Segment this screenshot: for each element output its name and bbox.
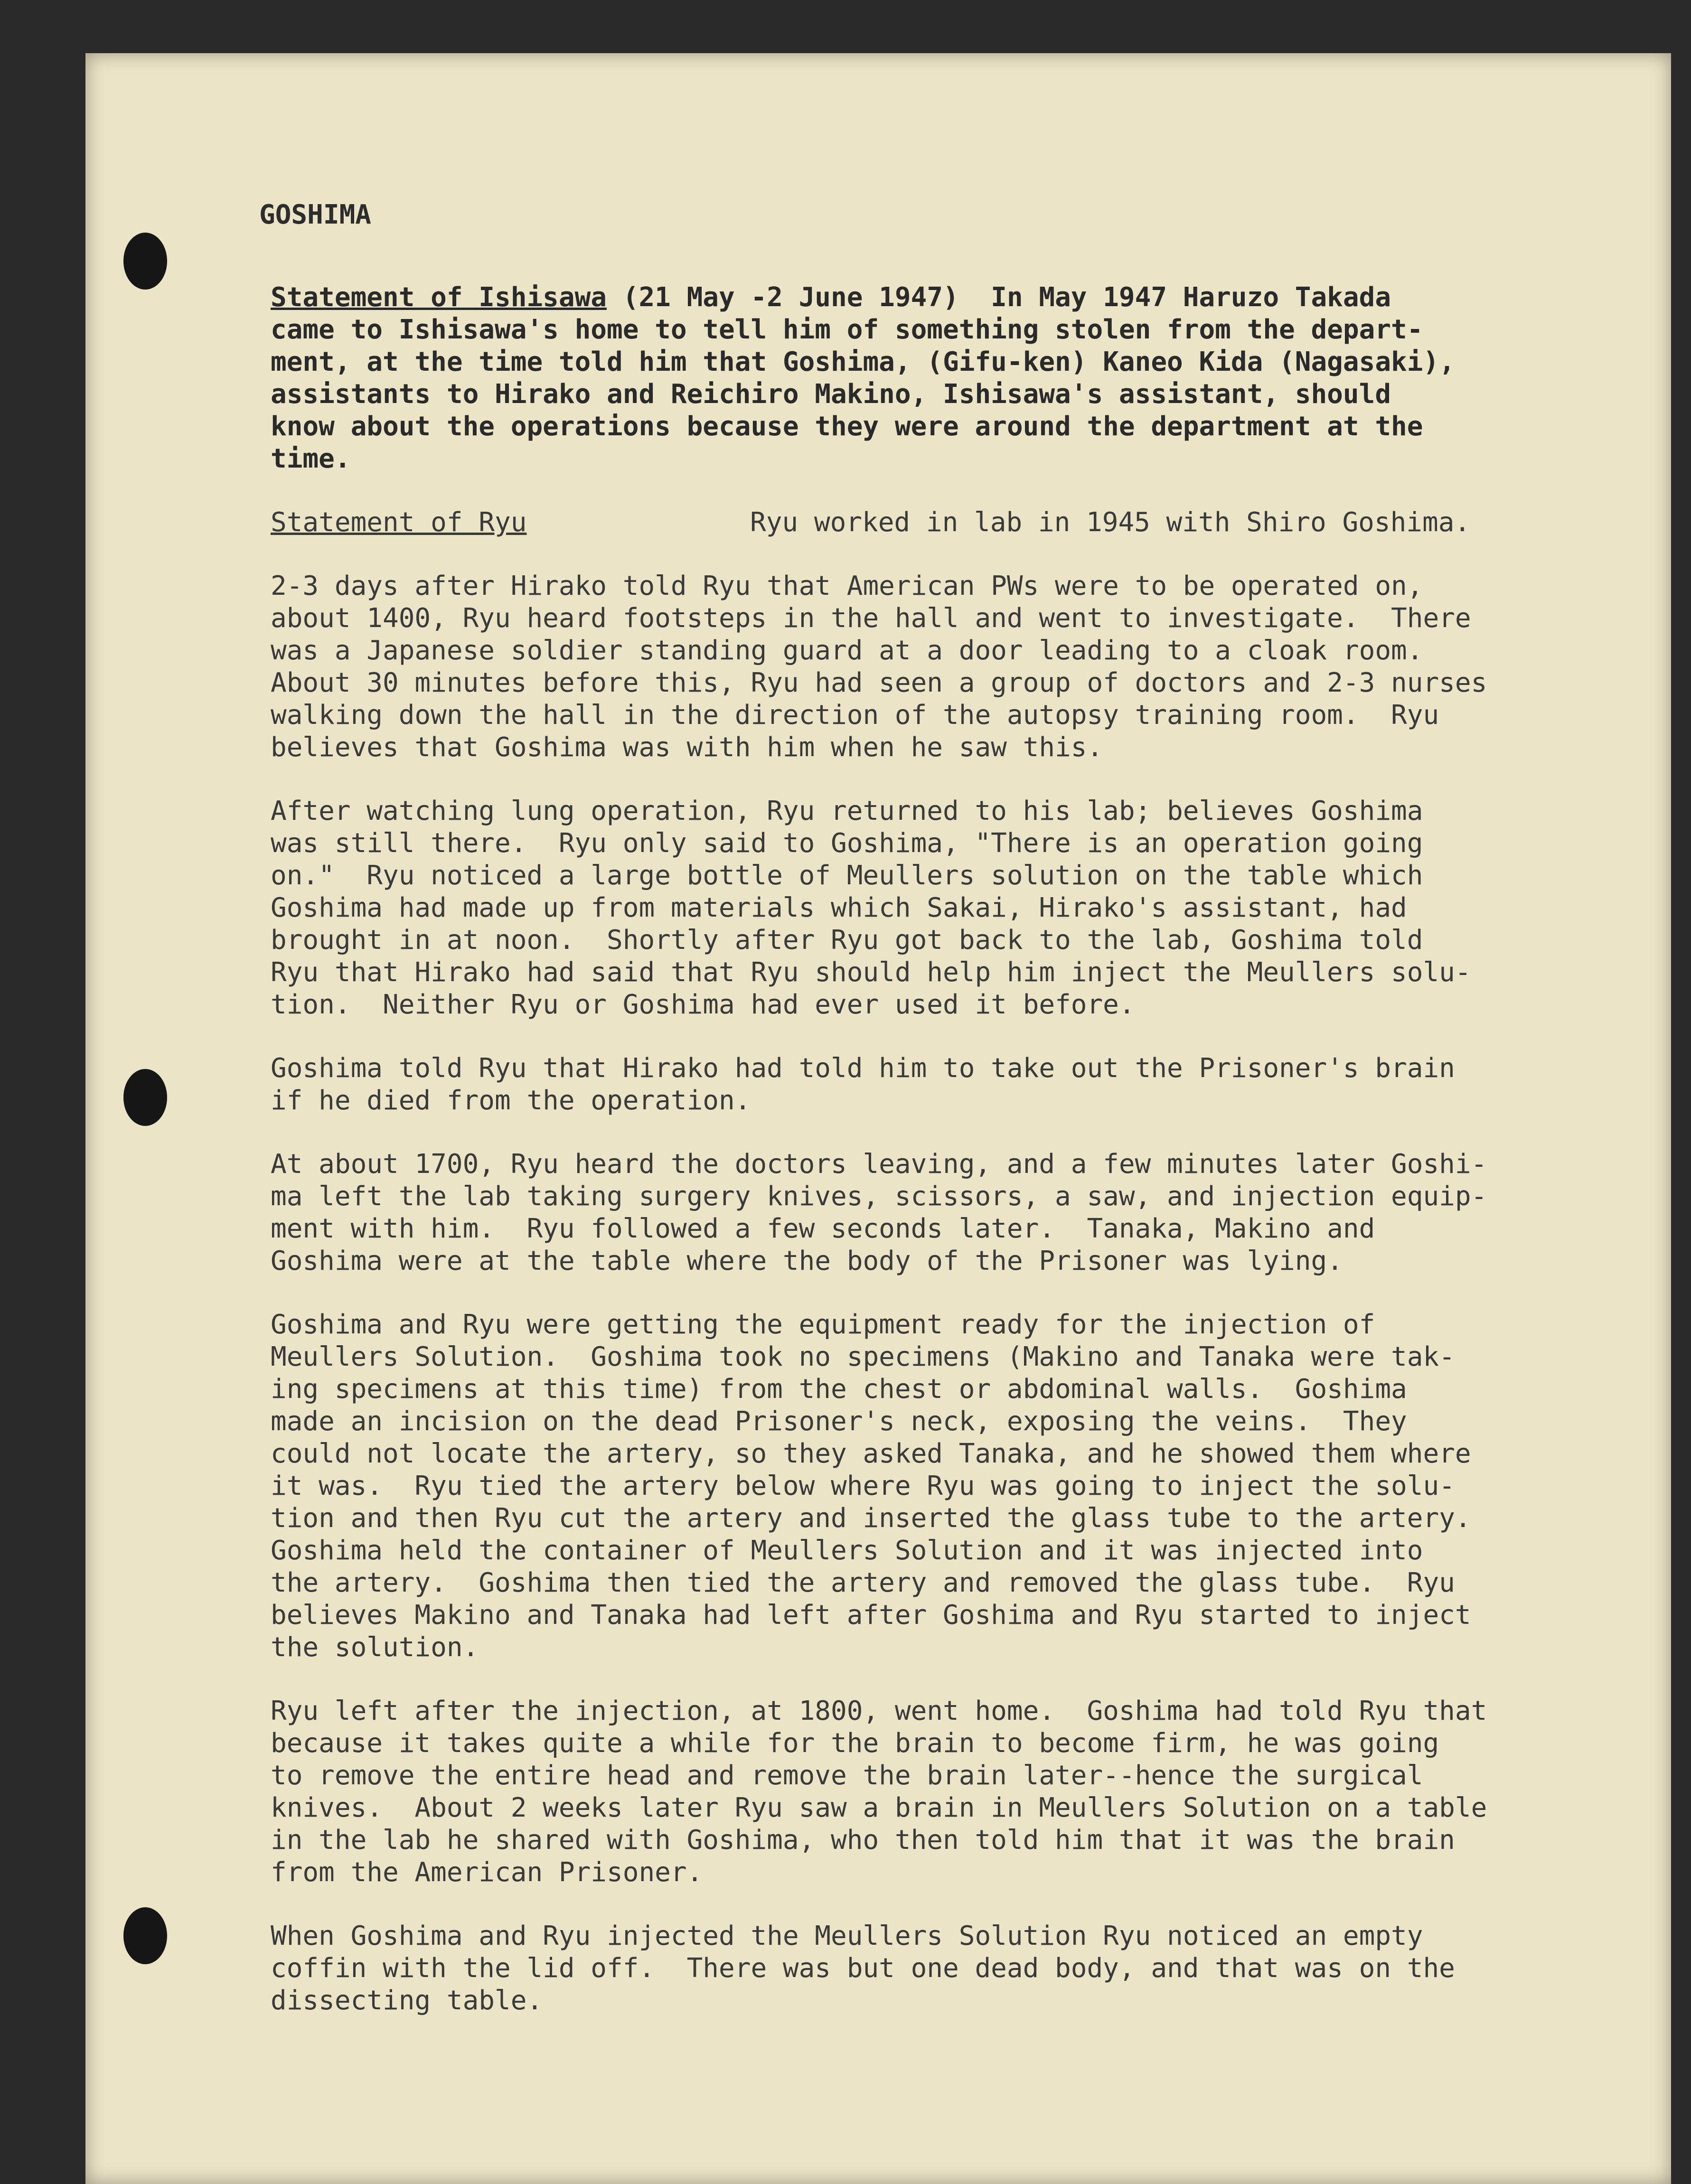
text-line: Goshima held the container of Meullers Solution and it was injected into [271, 1535, 1423, 1566]
text-line: ma left the lab taking surgery knives, scissors, a saw, and injection equip- [271, 1181, 1487, 1212]
ryu-heading-note: Ryu worked in lab in 1945 with Shiro Goshima. [750, 507, 1471, 538]
text-line: know about the operations because they were around the department at the [271, 411, 1423, 442]
text-line: Goshima and Ryu were getting the equipment ready for the injection of [271, 1309, 1375, 1340]
punch-hole [123, 1907, 167, 1964]
text-line: brought in at noon. Shortly after Ryu got back to the lab, Goshima told [271, 925, 1423, 956]
text-line: Ryu that Hirako had said that Ryu should help him inject the Meullers solu- [271, 957, 1471, 988]
text-line: could not locate the artery, so they asked Tanaka, and he showed them where [271, 1438, 1471, 1469]
text-line: Goshima told Ryu that Hirako had told him to take out the Prisoner's brain [271, 1053, 1455, 1084]
text-line: from the American Prisoner. [271, 1857, 703, 1888]
punch-hole [123, 1069, 167, 1126]
ishisawa-heading: Statement of Ishisawa [271, 282, 607, 313]
paragraph [271, 1309, 1590, 1664]
text-line: if he died from the operation. [271, 1085, 751, 1116]
text-line: it was. Ryu tied the artery below where Ryu was going to inject the solu- [271, 1471, 1455, 1501]
document-title: GOSHIMA [259, 199, 372, 230]
text-line: the solution. [271, 1632, 479, 1663]
text-line: About 30 minutes before this, Ryu had seen a group of doctors and 2-3 nurses [271, 667, 1487, 698]
text-line: At about 1700, Ryu heard the doctors leaving, and a few minutes later Goshi- [271, 1149, 1487, 1180]
ishisawa-statement [271, 281, 1590, 475]
text-line: believes Makino and Tanaka had left after Goshima and Ryu started to inject [271, 1600, 1471, 1631]
text-line: Meullers Solution. Goshima took no specimens (Makino and Tanaka were tak- [271, 1341, 1455, 1372]
text-line: the artery. Goshima then tied the artery and removed the glass tube. Ryu [271, 1567, 1455, 1598]
text-line: time. [271, 443, 351, 474]
text-line: knives. About 2 weeks later Ryu saw a brain in Meullers Solution on a table [271, 1792, 1487, 1823]
text-line: believes that Goshima was with him when he saw this. [271, 732, 1103, 763]
text-line: assistants to Hirako and Reichiro Makino, Ishisawa's assistant, should [271, 379, 1391, 410]
text-line: Goshima were at the table where the body of the Prisoner was lying. [271, 1246, 1343, 1276]
text-line: When Goshima and Ryu injected the Meullers Solution Ryu noticed an empty [271, 1921, 1423, 1951]
text-line: on." Ryu noticed a large bottle of Meullers solution on the table which [271, 860, 1423, 891]
text-line: ing specimens at this time) from the chest or abdominal walls. Goshima [271, 1374, 1407, 1405]
text-line: made an incision on the dead Prisoner's neck, exposing the veins. They [271, 1406, 1407, 1437]
text-line: Goshima had made up from materials which Sakai, Hirako's assistant, had [271, 892, 1407, 923]
text-line: was still there. Ryu only said to Goshima, "There is an operation going [271, 828, 1423, 859]
paragraph [271, 795, 1590, 1021]
typed-text-body [259, 138, 1590, 2017]
text-line: walking down the hall in the direction of the autopsy training room. Ryu [271, 700, 1439, 731]
text-line: because it takes quite a while for the brain to become firm, he was going [271, 1728, 1439, 1759]
text-line: After watching lung operation, Ryu returned to his lab; believes Goshima [271, 796, 1423, 826]
text-line: coffin with the lid off. There was but one dead body, and that was on the [271, 1953, 1455, 1984]
text-line: tion and then Ryu cut the artery and inserted the glass tube to the artery. [271, 1503, 1471, 1534]
text-line: was a Japanese soldier standing guard at a door leading to a cloak room. [271, 635, 1423, 666]
paragraph [271, 1695, 1590, 1889]
paragraph [271, 1148, 1590, 1277]
text-line: Ryu left after the injection, at 1800, went home. Goshima had told Ryu that [271, 1696, 1487, 1726]
paragraph [271, 570, 1590, 764]
text-line: dissecting table. [271, 1985, 543, 2016]
ryu-heading: Statement of Ryu [271, 507, 527, 538]
text-line: ment with him. Ryu followed a few seconds later. Tanaka, Makino and [271, 1213, 1375, 1244]
text-line: came to Ishisawa's home to tell him of something stolen from the depart- [271, 314, 1423, 345]
text-line: in the lab he shared with Goshima, who then told him that it was the brain [271, 1825, 1455, 1856]
text-line: (21 May -2 June 1947) In May 1947 Haruzo Takada [607, 282, 1391, 313]
text-line: about 1400, Ryu heard footsteps in the hall and went to investigate. There [271, 603, 1471, 634]
text-line: tion. Neither Ryu or Goshima had ever used it before. [271, 989, 1135, 1020]
ryu-statement-header [271, 506, 1590, 539]
punch-hole [123, 233, 167, 290]
paragraph [271, 1920, 1590, 2017]
text-line: 2-3 days after Hirako told Ryu that American PWs were to be operated on, [271, 571, 1423, 601]
paragraph [271, 1052, 1590, 1117]
text-line: to remove the entire head and remove the brain later--hence the surgical [271, 1760, 1423, 1791]
text-line: ment, at the time told him that Goshima, (Gifu-ken) Kaneo Kida (Nagasaki), [271, 347, 1455, 377]
